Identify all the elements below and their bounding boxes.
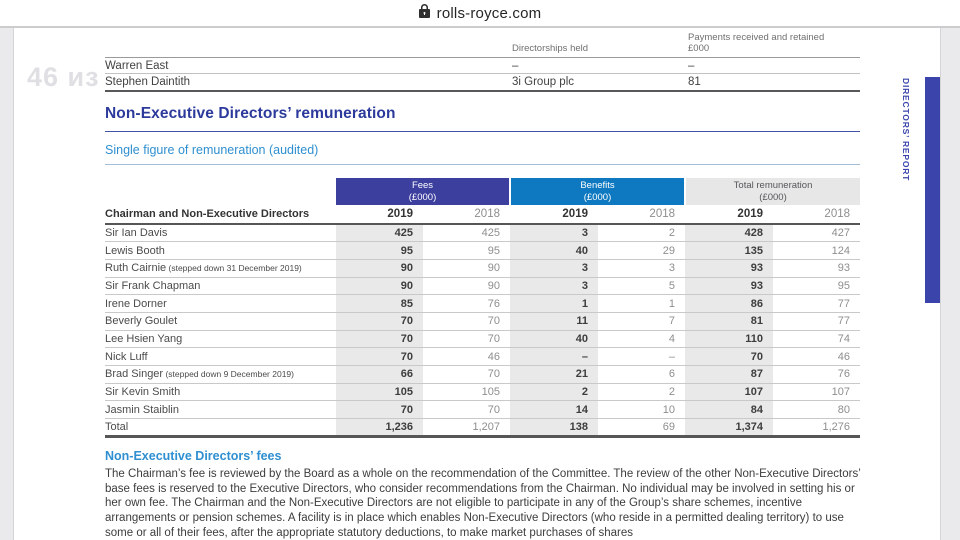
value-cell: 1 [598,295,685,313]
value-cell: – [510,348,598,366]
value-cell: 70 [336,348,423,366]
director-name: Warren East [105,58,512,74]
total-row [105,419,860,437]
value-cell: 95 [773,277,860,295]
value-cell: 124 [773,242,860,260]
total-label: Total [105,419,336,437]
value-cell: 14 [510,401,598,419]
value-cell: 2 [598,224,685,242]
band-header-total: Total remuneration (£000) [685,178,860,205]
section-title: Non-Executive Directors’ remuneration [105,105,860,132]
value-cell: 93 [685,277,773,295]
value-cell: 110 [685,330,773,348]
year-header: 2018 [423,205,510,224]
page-counter-watermark: 46 из [27,62,100,92]
value-cell: 5 [598,277,685,295]
value-cell: 70 [423,312,510,330]
table-row [105,383,860,401]
directorships-held-header: Directorships held [512,32,688,58]
band-header-benefits: Benefits (£000) [510,178,685,205]
value-cell: 138 [510,419,598,437]
table-row [105,224,860,242]
remuneration-table [105,178,860,438]
value-cell: 3 [510,259,598,277]
value-cell: 69 [598,419,685,437]
directorships-header-empty [105,32,512,58]
value-cell: 77 [773,312,860,330]
value-cell: 76 [423,295,510,313]
band-header-row [105,178,860,205]
table-row [105,401,860,419]
value-cell: 1,276 [773,419,860,437]
value-cell: 107 [773,383,860,401]
value-cell: 3 [510,277,598,295]
value-cell: 135 [685,242,773,260]
director-name: Brad Singer (stepped down 9 December 2019) [105,366,336,384]
table-row [105,58,860,74]
directors-report-tab-bar [925,77,940,303]
value-cell: 21 [510,366,598,384]
stepped-down-note: (stepped down 9 December 2019) [163,369,294,380]
value-cell: 1,374 [685,419,773,437]
value-cell: 11 [510,312,598,330]
lock-icon [419,4,430,23]
value-cell: 70 [336,312,423,330]
value-cell: 70 [423,330,510,348]
value-cell: 95 [423,242,510,260]
value-cell: 85 [336,295,423,313]
table-row [105,295,860,313]
payments-header: Payments received and retained £000 [688,32,860,58]
value-cell: 70 [423,401,510,419]
value-cell: 1,207 [423,419,510,437]
directors-report-tab-label: DIRECTORS’ REPORT [901,78,911,182]
value-cell: 2 [510,383,598,401]
value-cell: 70 [423,366,510,384]
stepped-down-note: (stepped down 31 December 2019) [166,263,302,274]
value-cell: 90 [336,259,423,277]
value-cell: 1 [510,295,598,313]
directorships-table [105,32,860,92]
value-cell: 40 [510,242,598,260]
value-cell: 87 [685,366,773,384]
value-cell: 29 [598,242,685,260]
year-header: 2018 [598,205,685,224]
value-cell: 10 [598,401,685,419]
value-cell: 95 [336,242,423,260]
value-cell: 70 [336,330,423,348]
director-name: Sir Kevin Smith [105,383,336,401]
table-row [105,74,860,91]
value-cell: 40 [510,330,598,348]
value-cell: 4 [598,330,685,348]
table-row [105,259,860,277]
director-name: Stephen Daintith [105,74,512,91]
table-row [105,348,860,366]
directorships-held-value: – [512,58,688,74]
value-cell: 90 [423,277,510,295]
value-cell: 46 [423,348,510,366]
year-header: 2018 [773,205,860,224]
value-cell: 7 [598,312,685,330]
table-row [105,277,860,295]
band-header-fees: Fees (£000) [336,178,510,205]
value-cell: 70 [336,401,423,419]
value-cell: 3 [598,259,685,277]
value-cell: 427 [773,224,860,242]
director-name: Beverly Goulet [105,312,336,330]
director-name: Lee Hsien Yang [105,330,336,348]
year-header-row [105,205,860,224]
value-cell: 2 [598,383,685,401]
row-group-header: Chairman and Non-Executive Directors [105,205,336,224]
director-name: Ruth Cairnie (stepped down 31 December 2019) [105,259,336,277]
value-cell: 90 [423,259,510,277]
value-cell: 6 [598,366,685,384]
url-text[interactable]: rolls-royce.com [436,4,542,22]
value-cell: 107 [685,383,773,401]
table-row [105,312,860,330]
value-cell: 90 [336,277,423,295]
payments-value: – [688,58,860,74]
section-subtitle: Single figure of remuneration (audited) [105,143,860,165]
value-cell: 70 [685,348,773,366]
director-name: Sir Frank Chapman [105,277,336,295]
value-cell: 105 [336,383,423,401]
table-row [105,366,860,384]
year-header: 2019 [510,205,598,224]
director-name: Irene Dorner [105,295,336,313]
band-header-empty [105,178,336,205]
director-name: Sir Ian Davis [105,224,336,242]
value-cell: 93 [773,259,860,277]
value-cell: 93 [685,259,773,277]
table-row [105,242,860,260]
directorships-header-row [105,32,860,58]
value-cell: 77 [773,295,860,313]
value-cell: 3 [510,224,598,242]
value-cell: 425 [423,224,510,242]
value-cell: – [598,348,685,366]
director-name: Jasmin Staiblin [105,401,336,419]
director-name: Nick Luff [105,348,336,366]
value-cell: 81 [685,312,773,330]
year-header: 2019 [336,205,423,224]
value-cell: 86 [685,295,773,313]
value-cell: 428 [685,224,773,242]
director-name: Lewis Booth [105,242,336,260]
payments-value: 81 [688,74,860,91]
value-cell: 76 [773,366,860,384]
directorships-held-value: 3i Group plc [512,74,688,91]
value-cell: 66 [336,366,423,384]
value-cell: 74 [773,330,860,348]
value-cell: 84 [685,401,773,419]
table-row [105,330,860,348]
value-cell: 80 [773,401,860,419]
year-header: 2019 [685,205,773,224]
fees-section-paragraph: The Chairman’s fee is reviewed by the Board as a whole on the recommendation of the Committee. The review of the other Non-Executive Directors’ base fees is reserved to the Executive Directors, who consider recommendations from the Chairman. No individual may be involved in setting his or her own fee. The Chairman and the Non-Executive Directors are not eligible to participate in any of the Group’s share schemes, incentive arrangements or pension schemes. A facility is in place which enables Non-Executive Directors (who reside in a permitted dealing territory) to use some or all of their fees, after the appropriate statutory deductions, to make market purchases of shares [105,468,861,539]
value-cell: 46 [773,348,860,366]
browser-address-bar[interactable] [0,0,960,28]
fees-section-title: Non-Executive Directors’ fees [105,449,282,463]
value-cell: 105 [423,383,510,401]
value-cell: 425 [336,224,423,242]
value-cell: 1,236 [336,419,423,437]
